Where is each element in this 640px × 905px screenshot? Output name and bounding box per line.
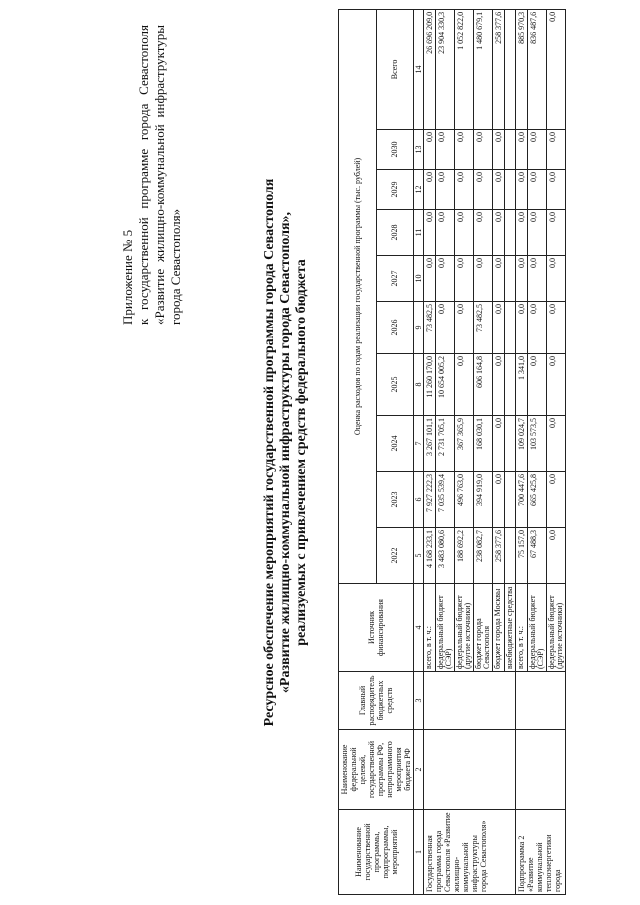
funding-source-cell: всего, в т. ч.:: [516, 584, 528, 672]
value-cell: [505, 416, 516, 472]
header-year: 2027: [376, 256, 414, 302]
funding-source-cell: федеральный бюджет (СЭР): [528, 584, 547, 672]
column-index-row: 1 2 3 4 5 6 7 8 9 10 11 12 13 14: [414, 9, 424, 894]
appendix-block: [120, 25, 184, 325]
value-cell: 0,0: [455, 302, 474, 354]
value-cell: [505, 130, 516, 170]
value-cell: 0,0: [455, 170, 474, 210]
value-cell: 0,0: [474, 210, 493, 256]
value-cell: 0,0: [516, 256, 528, 302]
header-expense-estimate: Оценка расходов по годам реализации государственной программы (тыс. рублей): [339, 9, 377, 583]
value-cell: 0,0: [436, 256, 455, 302]
value-cell: [505, 210, 516, 256]
value-cell: 3 483 080,6: [436, 528, 455, 584]
value-cell: 0,0: [424, 210, 436, 256]
value-cell: 700 447,6: [516, 472, 528, 528]
value-cell: [505, 170, 516, 210]
value-cell: 0,0: [455, 256, 474, 302]
empty-cell: [516, 672, 566, 730]
program-row: [424, 9, 436, 894]
value-cell: 0,0: [436, 170, 455, 210]
value-cell: 0,0: [547, 256, 566, 302]
value-cell: 0,0: [455, 354, 474, 416]
subprogram-name: Подпрограмма 2 «Развитие коммунальной теплоэнергетики города: [516, 810, 566, 895]
funding-source-cell: федеральный бюджет (другие источники): [455, 584, 474, 672]
document-title: Ресурсное обеспечение мероприятий государственной программы города Севастополя «Развитие жилищно-коммунальной инфраструктуры города Севастополя», реализуемых с привлечением средств федерального бюджета: [262, 178, 309, 727]
value-cell: 0,0: [436, 130, 455, 170]
header-total: Всего: [376, 9, 414, 129]
value-cell: 0,0: [424, 170, 436, 210]
value-cell: 0,0: [516, 302, 528, 354]
header-year: 2022: [376, 528, 414, 584]
value-cell: 665 425,8: [528, 472, 547, 528]
value-cell: 0,0: [547, 130, 566, 170]
value-cell: 0,0: [547, 170, 566, 210]
header-year: 2029: [376, 170, 414, 210]
value-cell: [505, 256, 516, 302]
value-cell: 3 267 101,1: [424, 416, 436, 472]
value-cell: 0,0: [547, 354, 566, 416]
appendix-line-4: города Севастополя»: [168, 208, 183, 325]
appendix-line-3: «Развитие жилищно-коммунальной инфраструктуры: [152, 25, 167, 325]
header-year: 2024: [376, 416, 414, 472]
value-cell: 0,0: [474, 170, 493, 210]
funding-source-cell: бюджет города Севастополя: [474, 584, 493, 672]
value-cell: 103 573,5: [528, 416, 547, 472]
header-year: 2030: [376, 130, 414, 170]
value-cell: 0,0: [493, 354, 505, 416]
table-body: [414, 9, 566, 894]
value-cell: 0,0: [516, 130, 528, 170]
value-cell: 0,0: [516, 210, 528, 256]
value-cell: 0,0: [547, 472, 566, 528]
value-cell: 0,0: [474, 256, 493, 302]
value-cell: 0,0: [528, 256, 547, 302]
header-federal-program: Наименование федеральной целевой, государственной программы РФ, непрограммного мероприятия бюджета РФ: [339, 730, 414, 810]
value-cell: 258 377,6: [493, 528, 505, 584]
value-cell: 394 919,0: [474, 472, 493, 528]
empty-cell: [516, 730, 566, 810]
header-funding-source: Источник финансирования: [339, 584, 414, 672]
value-cell: 606 164,8: [474, 354, 493, 416]
header-program-name: Наименование государственной программы, подпрограммы, мероприятий: [339, 810, 414, 895]
value-cell: 0,0: [424, 256, 436, 302]
value-cell: 1 052 822,0: [455, 9, 474, 129]
value-cell: 0,0: [528, 170, 547, 210]
value-cell: 238 082,7: [474, 528, 493, 584]
value-cell: 0,0: [493, 416, 505, 472]
value-cell: 1 341,0: [516, 354, 528, 416]
value-cell: 0,0: [516, 170, 528, 210]
value-cell: 0,0: [493, 302, 505, 354]
value-cell: 7 035 539,4: [436, 472, 455, 528]
value-cell: 0,0: [528, 210, 547, 256]
value-cell: [505, 472, 516, 528]
value-cell: 0,0: [547, 210, 566, 256]
value-cell: 0,0: [455, 210, 474, 256]
value-cell: 0,0: [424, 130, 436, 170]
value-cell: 496 763,0: [455, 472, 474, 528]
value-cell: 73 482,5: [474, 302, 493, 354]
value-cell: 73 482,5: [424, 302, 436, 354]
subprogram-row: [516, 9, 528, 894]
value-cell: 188 692,2: [455, 528, 474, 584]
value-cell: 0,0: [493, 170, 505, 210]
value-cell: 0,0: [493, 130, 505, 170]
value-cell: 2 731 705,1: [436, 416, 455, 472]
value-cell: 0,0: [528, 130, 547, 170]
value-cell: 0,0: [547, 9, 566, 129]
value-cell: 1 480 679,1: [474, 9, 493, 129]
appendix-line-2: к государственной программе города Севастополя: [136, 25, 151, 325]
value-cell: 0,0: [493, 256, 505, 302]
appendix-number: Приложение № 5: [120, 229, 135, 325]
funding-source-cell: бюджет города Москвы: [493, 584, 505, 672]
value-cell: [505, 354, 516, 416]
empty-cell: [424, 730, 516, 810]
header-year: 2023: [376, 472, 414, 528]
value-cell: 0,0: [436, 210, 455, 256]
funding-source-cell: внебюджетные средства: [505, 584, 516, 672]
value-cell: 26 696 209,0: [424, 9, 436, 129]
value-cell: 0,0: [547, 416, 566, 472]
value-cell: 885 970,3: [516, 9, 528, 129]
value-cell: 168 030,1: [474, 416, 493, 472]
value-cell: 367 365,9: [455, 416, 474, 472]
value-cell: [505, 9, 516, 129]
resource-table-wrapper: [338, 10, 566, 895]
value-cell: 7 927 222,3: [424, 472, 436, 528]
value-cell: 4 168 233,1: [424, 528, 436, 584]
value-cell: 0,0: [528, 354, 547, 416]
value-cell: 258 377,6: [493, 9, 505, 129]
value-cell: 0,0: [455, 130, 474, 170]
value-cell: 0,0: [547, 302, 566, 354]
value-cell: [505, 302, 516, 354]
value-cell: [505, 528, 516, 584]
header-main-manager: Главный распорядитель бюджетных средств: [339, 672, 414, 730]
header-row-1: [339, 9, 377, 894]
value-cell: 0,0: [547, 528, 566, 584]
funding-source-cell: федеральный бюджет (другие источники): [547, 584, 566, 672]
value-cell: 109 024,7: [516, 416, 528, 472]
funding-source-cell: федеральный бюджет (СЭР): [436, 584, 455, 672]
value-cell: 10 654 005,2: [436, 354, 455, 416]
value-cell: 836 487,6: [528, 9, 547, 129]
value-cell: 0,0: [436, 302, 455, 354]
value-cell: 0,0: [493, 472, 505, 528]
header-year: 2028: [376, 210, 414, 256]
program-name: Государственная программа города Севастополя «Развитие жилищно-коммунальной инфраструктуры города Севастополя»: [424, 810, 516, 895]
value-cell: 0,0: [528, 302, 547, 354]
funding-source-cell: всего, в т. ч.:: [424, 584, 436, 672]
value-cell: 67 488,3: [528, 528, 547, 584]
value-cell: 0,0: [474, 130, 493, 170]
value-cell: 75 157,0: [516, 528, 528, 584]
header-year: 2025: [376, 354, 414, 416]
value-cell: 23 904 330,3: [436, 9, 455, 129]
resource-table: [338, 9, 566, 895]
value-cell: 11 260 170,0: [424, 354, 436, 416]
header-year: 2026: [376, 302, 414, 354]
empty-cell: [424, 672, 516, 730]
value-cell: 0,0: [493, 210, 505, 256]
